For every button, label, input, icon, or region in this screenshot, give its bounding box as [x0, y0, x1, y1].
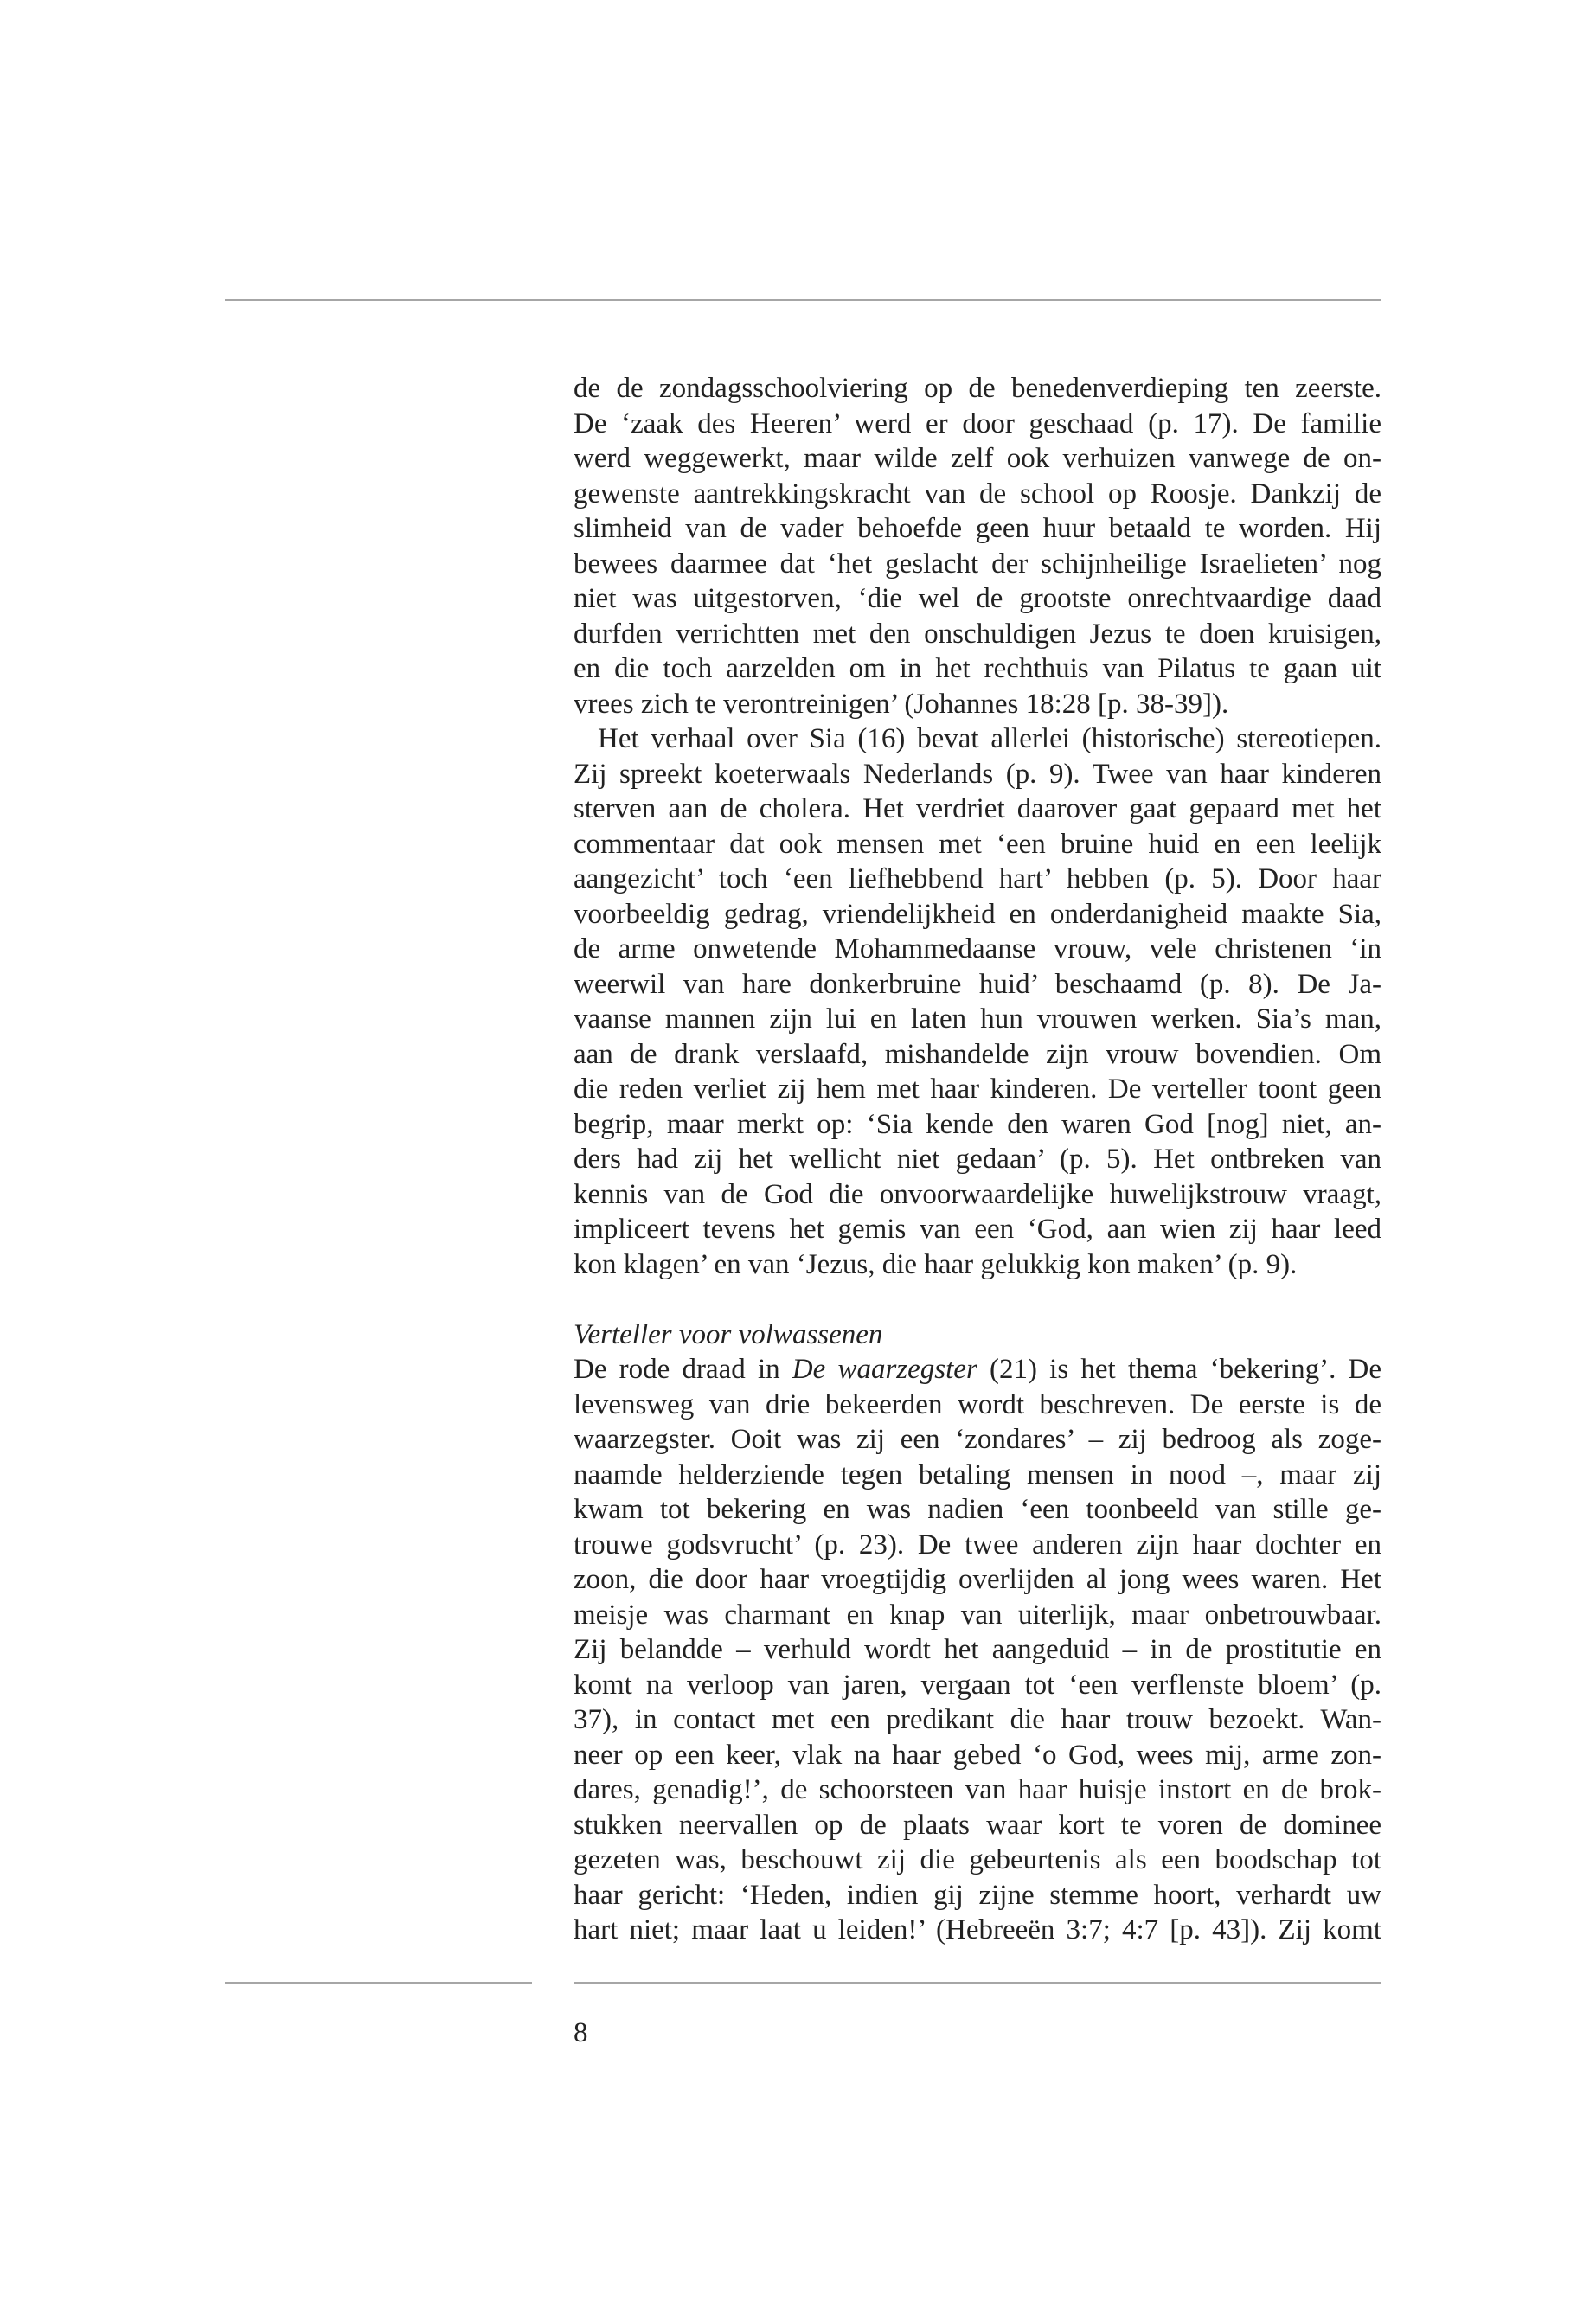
text-line: komt na verloop van jaren, vergaan tot ‘een verflenste bloem’ (p. [574, 1669, 1381, 1701]
text-line: kwam tot bekering en was nadien ‘een toonbeeld van stille ge- [574, 1494, 1381, 1525]
paragraph-sia [574, 721, 1381, 1282]
text-line: voorbeeldig gedrag, vriendelijkheid en onderdanigheid maakte Sia, [574, 898, 1381, 930]
text-line: haar gericht: ‘Heden, indien gij zijne stemme hoort, verhardt uw [574, 1879, 1381, 1911]
text-line: Zij spreekt koeterwaals Nederlands (p. 9). Twee van haar kinderen [574, 758, 1381, 790]
page-number: 8 [574, 2017, 588, 2048]
text-line: gewenste aantrekkingskracht van de school op Roosje. Dankzij de [574, 478, 1381, 510]
text-line: werd weggewerkt, maar wilde zelf ook verhuizen vanwege de on- [574, 443, 1381, 474]
text-line: de de zondagsschoolviering op de benedenverdieping ten zeerste. [574, 373, 1381, 404]
footer-rule [574, 1982, 1381, 1984]
text-line: Zij belandde – verhuld wordt het aangeduid – in de prostitutie en [574, 1634, 1381, 1665]
text-line: hart niet; maar laat u leiden!’ (Hebreeën 3:7; 4:7 [p. 43]). Zij komt [574, 1914, 1381, 1945]
text-line [574, 1352, 1381, 1388]
header-rule [225, 299, 1381, 301]
text-line: bewees daarmee dat ‘het geslacht der schijnheilige Israelieten’ nog [574, 548, 1381, 580]
text-line: levensweg van drie bekeerden wordt beschreven. De eerste is de [574, 1388, 1381, 1420]
text-line: niet was uitgestorven, ‘die wel de grootste onrechtvaardige daad [574, 583, 1381, 614]
text-line: meisje was charmant en knap van uiterlijk, maar onbetrouwbaar. [574, 1599, 1381, 1631]
text-line: 37), in contact met een predikant die haar trouw bezoekt. Wan- [574, 1704, 1381, 1735]
text-line: sterven aan de cholera. Het verdriet daarover gaat gepaard met het [574, 793, 1381, 824]
text-line: durfden verrichtten met den onschuldigen Jezus te doen kruisigen, [574, 618, 1381, 650]
text-line: naamde helderziende tegen betaling mensen in nood –, maar zij [574, 1458, 1381, 1490]
text-line: vrees zich te verontreinigen’ (Johannes 18:28 [p. 38-39]). [574, 688, 1229, 720]
text-line: kon klagen’ en van ‘Jezus, die haar gelukkig kon maken’ (p. 9). [574, 1248, 1298, 1280]
text-line: en die toch aarzelden om in het rechthuis van Pilatus te gaan uit [574, 653, 1381, 684]
text-line: die reden verliet zij hem met haar kinderen. De verteller toont geen [574, 1074, 1381, 1105]
text-line: dares, genadig!’, de schoorsteen van haar huisje instort en de brok- [574, 1774, 1381, 1805]
text-line: Het verhaal over Sia (16) bevat allerlei (historische) stereotiepen. [598, 723, 1381, 754]
footnote-rule-left [225, 1982, 532, 1984]
text-line: De ‘zaak des Heeren’ werd er door geschaad (p. 17). De familie [574, 407, 1381, 439]
work-title: De waarzegster [792, 1354, 977, 1385]
text-line: trouwe godsvrucht’ (p. 23). De twee anderen zijn haar dochter en [574, 1529, 1381, 1561]
text-line: aan de drank verslaafd, mishandelde zijn vrouw bovendien. Om [574, 1038, 1381, 1070]
text-line: impliceert tevens het gemis van een ‘God, aan wien zij haar leed [574, 1214, 1381, 1245]
text-line: de arme onwetende Mohammedaanse vrouw, vele christenen ‘in [574, 933, 1381, 965]
text-line: begrip, maar merkt op: ‘Sia kende den waren God [nog] niet, an- [574, 1108, 1381, 1140]
text-line: kennis van de God die onvoorwaardelijke huwelijkstrouw vraagt, [574, 1178, 1381, 1210]
paragraph-waarzegster [574, 1352, 1381, 1948]
text-line: aangezicht’ toch ‘een liefhebbend hart’ hebben (p. 5). Door haar [574, 863, 1381, 894]
section-heading: Verteller voor volwassenen [574, 1318, 883, 1350]
text-line: stukken neervallen op de plaats waar kort te voren de dominee [574, 1809, 1381, 1841]
text-line: gezeten was, beschouwt zij die gebeurtenis als een boodschap tot [574, 1844, 1381, 1875]
text-run: (21) is het thema ‘bekering’. De [977, 1354, 1381, 1385]
text-line: ders had zij het wellicht niet gedaan’ (p. 5). Het ontbreken van [574, 1144, 1381, 1175]
paragraph-zondagsschool [574, 371, 1381, 721]
text-line: neer op een keer, vlak na haar gebed ‘o God, wees mij, arme zon- [574, 1739, 1381, 1771]
text-line: vaanse mannen zijn lui en laten hun vrouwen werken. Sia’s man, [574, 1003, 1381, 1035]
text-line: waarzegster. Ooit was zij een ‘zondares’ – zij bedroog als zoge- [574, 1424, 1381, 1455]
text-run: De rode draad in [574, 1354, 792, 1385]
text-line: zoon, die door haar vroegtijdig overlijden al jong wees waren. Het [574, 1564, 1381, 1595]
text-line: weerwil van hare donkerbruine huid’ beschaamd (p. 8). De Ja- [574, 968, 1381, 1000]
text-line: commentaar dat ook mensen met ‘een bruine huid en een leelijk [574, 828, 1381, 860]
text-line: slimheid van de vader behoefde geen huur betaald te worden. Hij [574, 513, 1381, 544]
body-text [574, 371, 1381, 1948]
